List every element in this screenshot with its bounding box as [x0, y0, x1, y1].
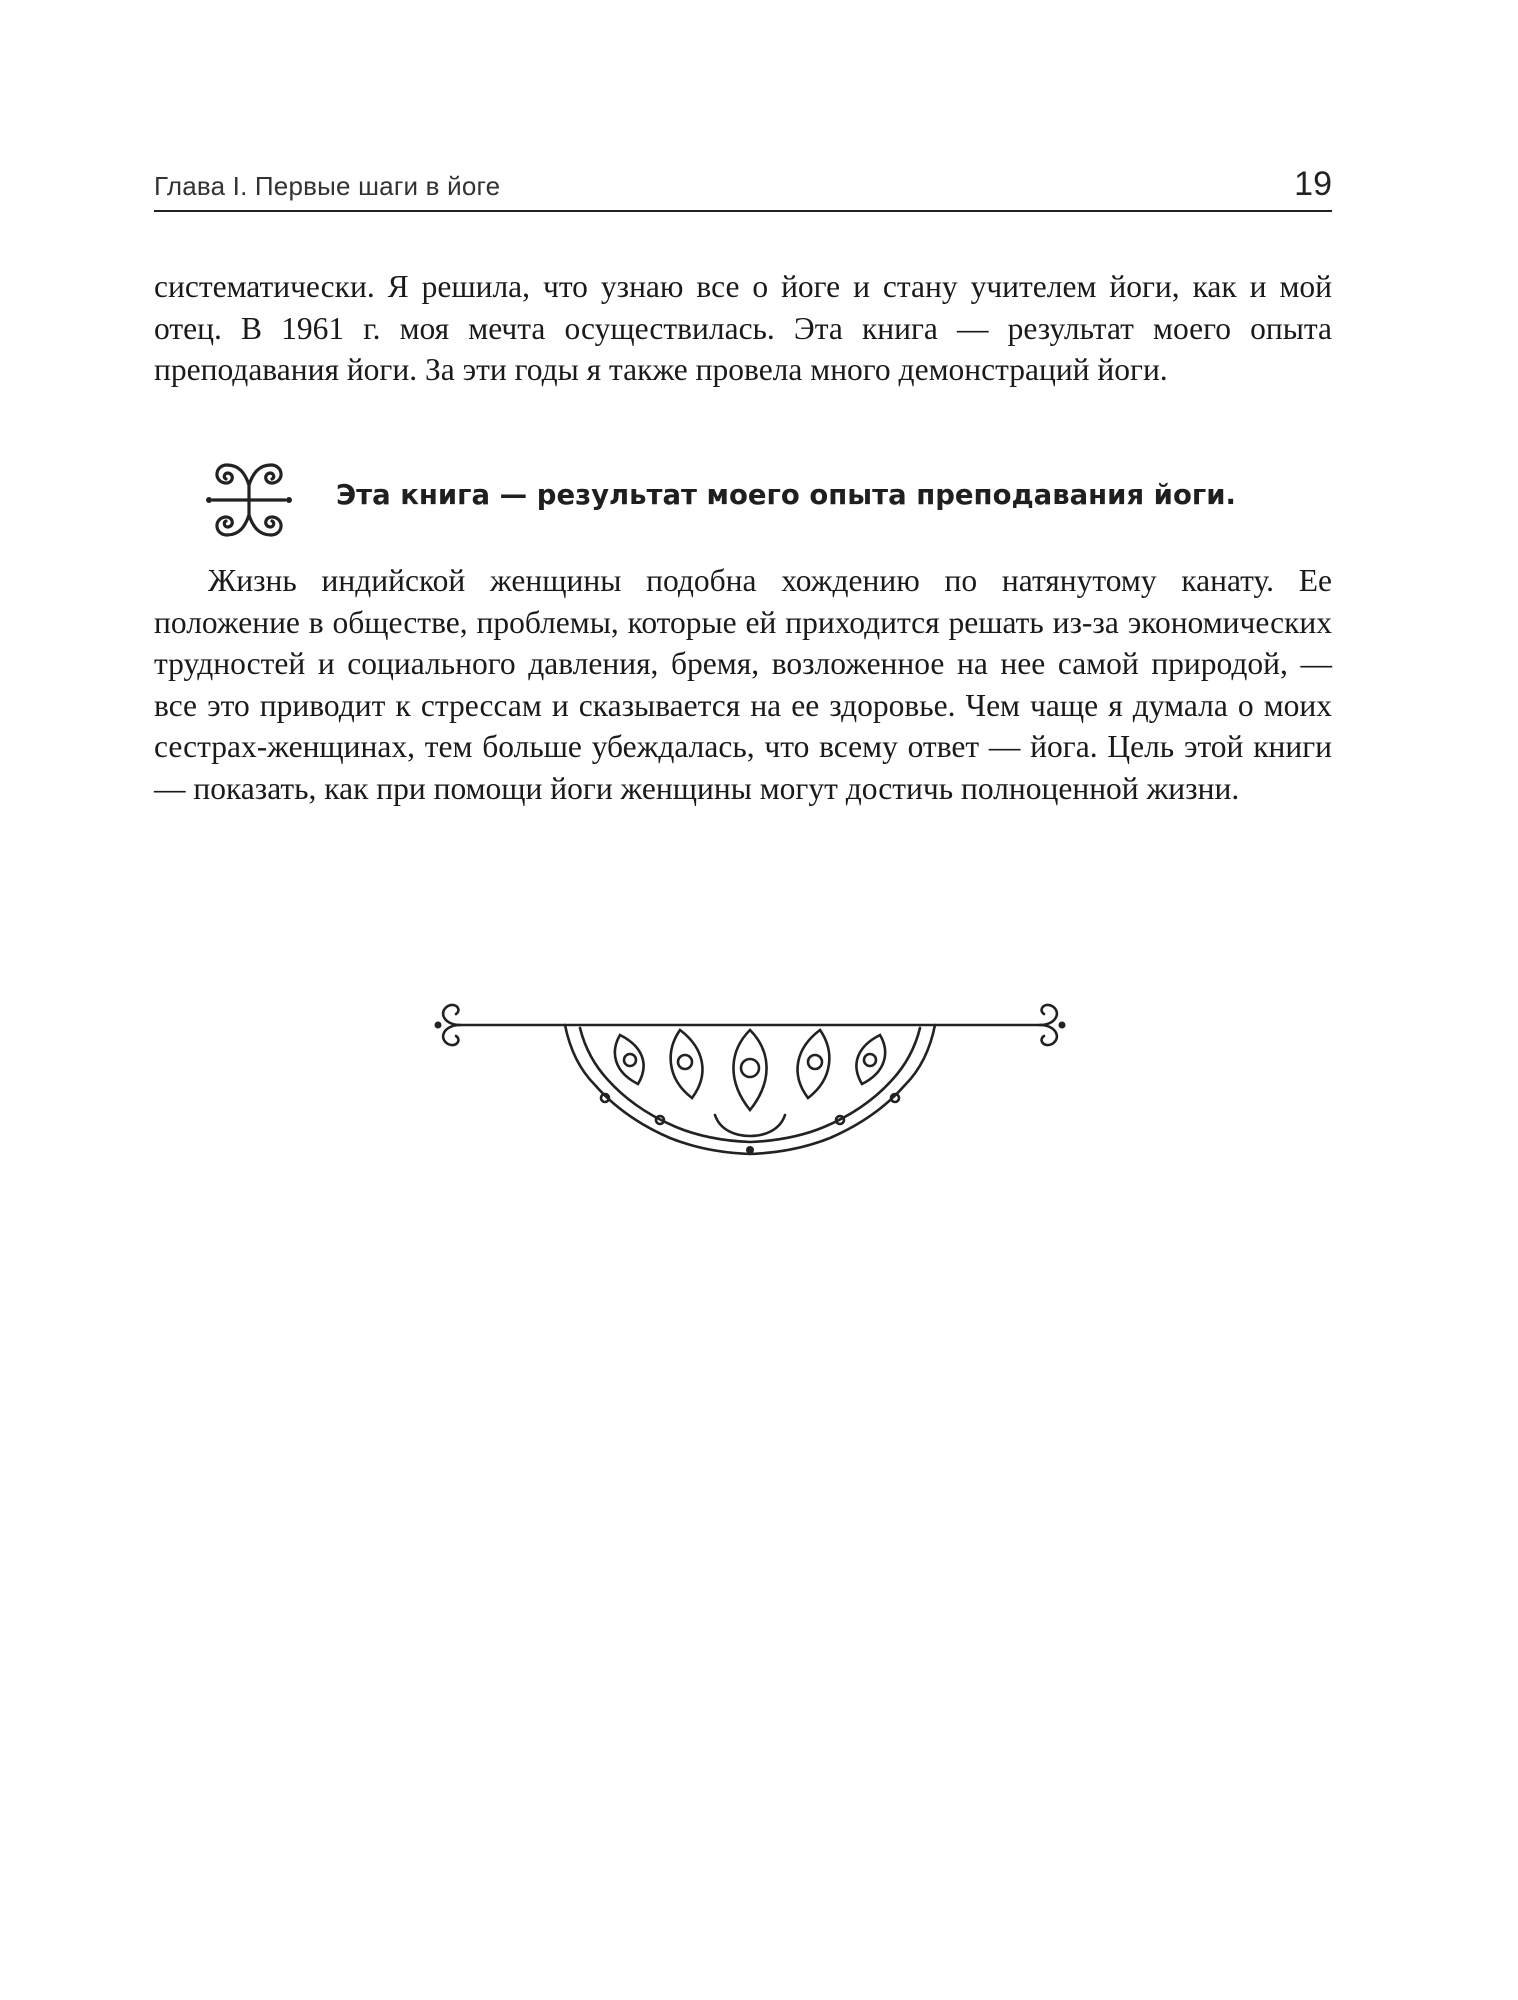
paragraph-1: систематически. Я решила, что узнаю все о йоге и стану учителем йоги, как и мой отец. В 1961 г. моя мечта осуществилась. Эта книга — результат моего опыта преподавания йоги. За эти годы я также провела много демонстраций йоги. — [154, 269, 1332, 387]
pullquote-text: Эта книга — результат моего опыта преподавания йоги. — [336, 479, 1236, 511]
pullquote — [205, 455, 1332, 555]
running-header — [154, 160, 1332, 212]
chapter-title: Глава I. Первые шаги в йоге — [154, 171, 501, 201]
paragraph-2: Жизнь индийской женщины подобна хождению по натянутому канату. Ее положение в обществе, проблемы, которые ей приходится решать из-за экономических трудностей и социального давления, бремя, возложенное на нее самой природой, — все это приводит к стрессам и сказывается на ее здоровье. Чем чаще я думала о моих сестрах-женщинах, тем больше убеждалась, что всему ответ — йога. Цель этой книги — показать, как при помощи йоги женщины могут достичь полноценной жизни. — [154, 563, 1332, 806]
ornament-icon — [205, 455, 293, 545]
page-number: 19 — [1294, 165, 1332, 203]
mandala-divider-icon — [430, 990, 1070, 1165]
